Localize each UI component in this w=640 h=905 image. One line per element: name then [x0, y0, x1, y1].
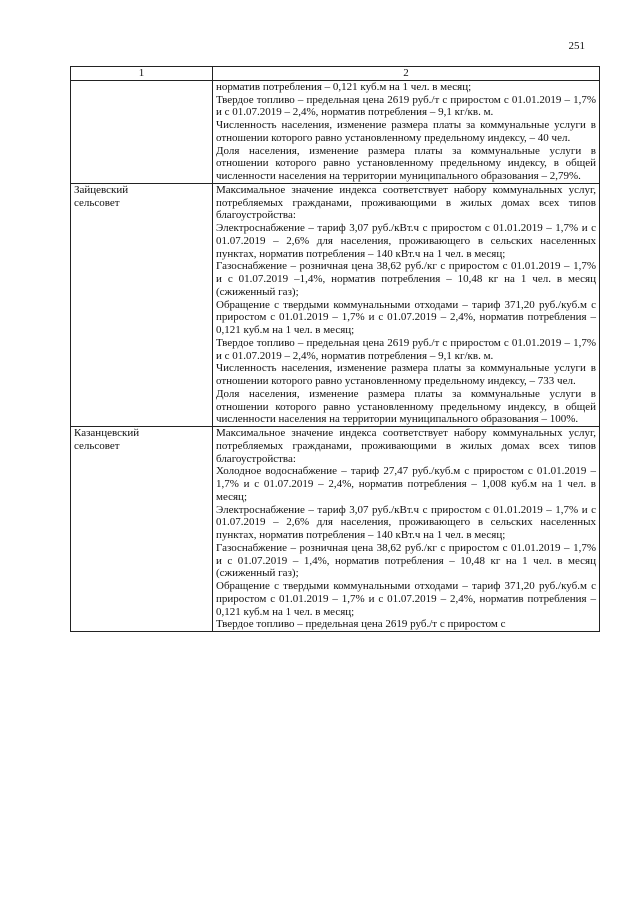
- paragraph: Холодное водоснабжение – тариф 27,47 руб./куб.м с приростом с 01.01.2019 – 1,7% и с 01.07.2019 – 2,4%, норматив потребления – 1,008 куб.м на 1 чел. в месяц;: [216, 465, 596, 503]
- table-row: [71, 183, 600, 426]
- paragraph: Твердое топливо – предельная цена 2619 руб./т с приростом с 01.01.2019 – 1,7% и с 01.07.2019 – 2,4%, норматив потребления – 9,1 кг/кв. м.: [216, 336, 596, 362]
- paragraph: Твердое топливо – предельная цена 2619 руб./т с приростом с 01.01.2019 – 1,7% и с 01.07.2019 – 2,4%, норматив потребления – 9,1 кг/кв. м.: [216, 93, 596, 119]
- paragraph: Доля населения, изменение размера платы за коммунальные услуги в отношении которого равно установленному предельному индексу, в общей численности населения на территории муниципального образования – 100%.: [216, 387, 596, 426]
- district-name: Казанцевский: [74, 427, 140, 439]
- table-row: [71, 427, 600, 632]
- column-header-2: 2: [213, 67, 600, 81]
- district-cell: [71, 427, 213, 632]
- table-header-row: [71, 67, 600, 81]
- paragraph: Газоснабжение – розничная цена 38,62 руб./кг с приростом с 01.01.2019 – 1,7% и с 01.07.2019 – 1,4%, норматив потребления – 10,48 кг на 1 чел. в месяц (сжиженный газ);: [216, 541, 596, 580]
- paragraph: Численность населения, изменение размера платы за коммунальные услуги в отношении которого равно установленному предельному индексу, – 40 чел.: [216, 119, 596, 144]
- page-number: 251: [568, 40, 585, 52]
- paragraph: Электроснабжение – тариф 3,07 руб./кВт.ч с приростом с 01.01.2019 – 1,7% и с 01.07.2019 – 2,6% для населения, проживающего в сельских населенных пунктах, норматив потребления – 140 кВт.ч на 1 чел. в месяц;: [216, 222, 596, 260]
- district-type: сельсовет: [74, 439, 120, 452]
- description-cell: [213, 80, 600, 183]
- column-header-1: 1: [71, 67, 213, 81]
- paragraph: Газоснабжение – розничная цена 38,62 руб./кг с приростом с 01.01.2019 – 1,7% и с 01.07.2019 –1,4%, норматив потребления – 10,48 кг на 1 чел. в месяц (сжиженный газ);: [216, 260, 596, 298]
- paragraph: Обращение с твердыми коммунальными отходами – тариф 371,20 руб./куб.м с приростом с 01.01.2019 – 1,7% и с 01.07.2019 – 2,4%, норматив потребления – 0,121 куб.м на 1 чел. в месяц;: [216, 298, 596, 336]
- paragraph: Обращение с твердыми коммунальными отходами – тариф 371,20 руб./куб.м с приростом с 01.01.2019 – 1,7% и с 01.07.2019 – 2,4%, норматив потребления – 0,121 куб.м на 1 чел. в месяц;: [216, 580, 596, 618]
- tariff-table: [70, 66, 600, 632]
- district-cell: [71, 183, 213, 426]
- district-type: сельсовет: [74, 196, 120, 209]
- table-row: [71, 80, 600, 183]
- district-cell: [71, 80, 213, 183]
- paragraph: Максимальное значение индекса соответствует набору коммунальных услуг, потребляемых гражданами, проживающими в жилых домах всех типов благоустройства:: [216, 183, 596, 222]
- description-cell: [213, 183, 600, 426]
- paragraph: Максимальное значение индекса соответствует набору коммунальных услуг, потребляемых гражданами, проживающими в жилых домах всех типов благоустройства:: [216, 427, 596, 465]
- paragraph: Численность населения, изменение размера платы за коммунальные услуги в отношении которого равно установленному предельному индексу, – 733 чел.: [216, 362, 596, 387]
- paragraph: Электроснабжение – тариф 3,07 руб./кВт.ч с приростом с 01.01.2019 – 1,7% и с 01.07.2019 – 2,6% для населения, проживающего в сельских населенных пунктах, норматив потребления – 140 кВт.ч на 1 чел. в месяц;: [216, 503, 596, 541]
- paragraph: Доля населения, изменение размера платы за коммунальные услуги в отношении которого равно установленному предельному индексу, в общей численности населения на территории муниципального образования – 2,79%.: [216, 144, 596, 182]
- paragraph: норматив потребления – 0,121 куб.м на 1 чел. в месяц;: [216, 80, 472, 93]
- paragraph: Твердое топливо – предельная цена 2619 руб./т с приростом с: [216, 618, 506, 631]
- description-cell: [213, 427, 600, 632]
- district-name: Зайцевский: [74, 183, 129, 196]
